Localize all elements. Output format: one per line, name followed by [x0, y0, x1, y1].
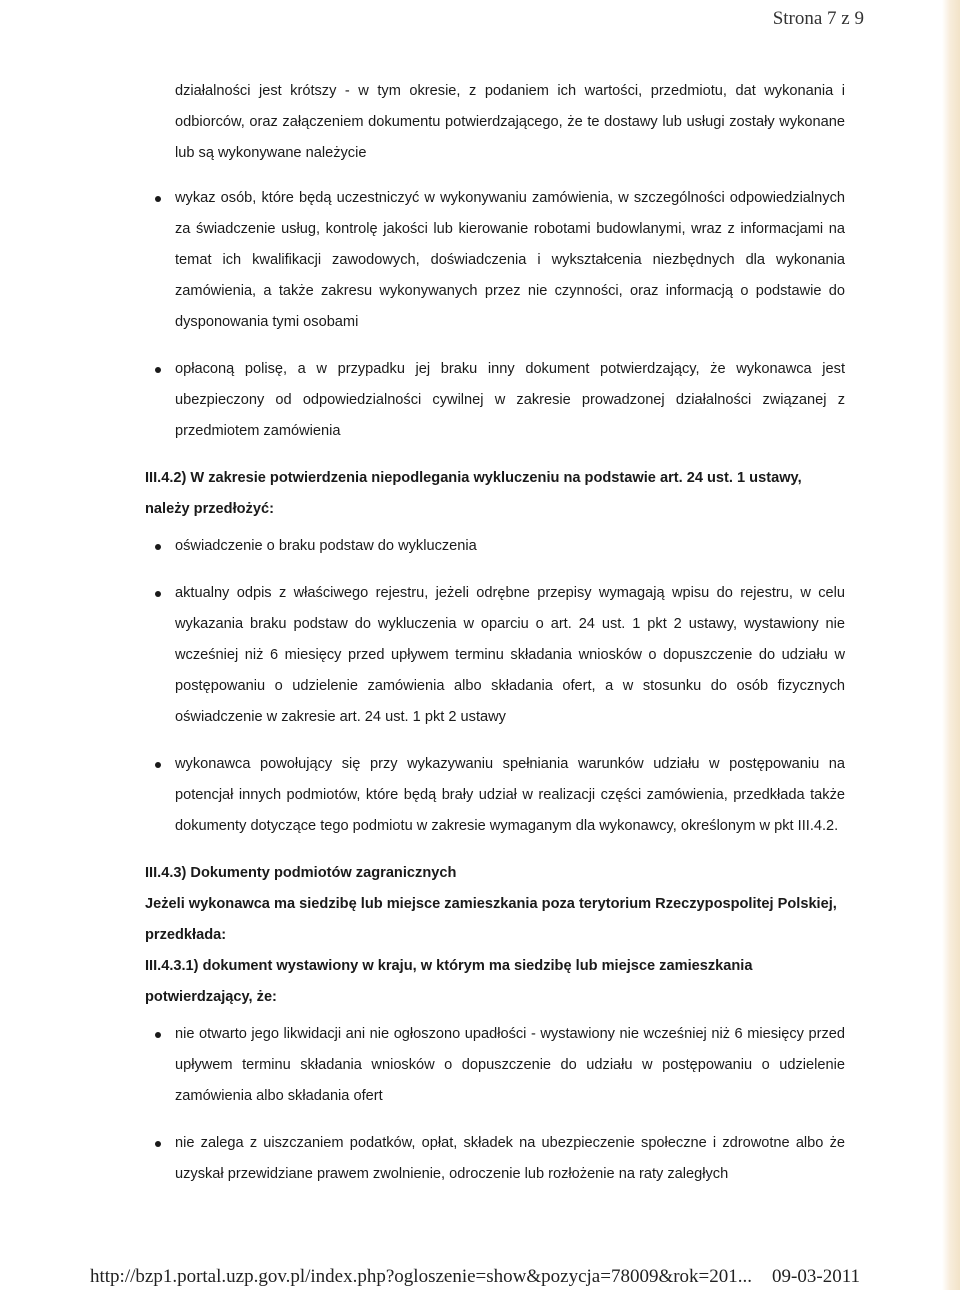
- bullet-icon: [155, 367, 161, 373]
- bullet-icon: [155, 762, 161, 768]
- list-item: nie otwarto jego likwidacji ani nie ogłoszono upadłości - wystawiony nie wcześniej niż 6 miesięcy przed upływem terminu składania wniosków o dopuszczenie do udziału w postępowaniu o udzielenie zamówienia albo składania ofert: [145, 1019, 845, 1112]
- print-footer: [90, 1266, 860, 1288]
- bullet-icon: [155, 591, 161, 597]
- scan-edge-shading: [942, 0, 960, 1290]
- page-number: Strona 7 z 9: [772, 8, 864, 29]
- continuation-paragraph: działalności jest krótszy - w tym okresie, z podaniem ich wartości, przedmiotu, dat wykonania i odbiorców, oraz załączeniem dokumentu potwierdzającego, że te dostawy lub usługi zostały wykonane lub są wykonywane należycie: [175, 83, 845, 161]
- document-body: [145, 76, 845, 1206]
- footer-date: 09-03-2011: [772, 1266, 860, 1287]
- section-subheading: Jeżeli wykonawca ma siedzibę lub miejsce zamieszkania poza terytorium Rzeczypospolitej Polskiej, przedkłada:: [145, 896, 837, 943]
- bullet-icon: [155, 196, 161, 202]
- exclusion-documents-list: [145, 531, 845, 842]
- documents-list: [145, 183, 845, 447]
- list-item: wykaz osób, które będą uczestniczyć w wykonywaniu zamówienia, w szczególności odpowiedzialnych za świadczenie usług, kontrolę jakości lub kierowanie robotami budowlanymi, wraz z informacjami na temat ich kwalifikacji zawodowych, doświadczenia i wykształcenia niezbędnych dla wykonania zamówienia, a także zakresu wykonywanych przez nie czynności, oraz informacją o podstawie do dysponowania tymi osobami: [145, 183, 845, 338]
- section-heading-iii-4-3-1: III.4.3.1) dokument wystawiony w kraju, w którym ma siedzibę lub miejsce zamieszkania potwierdzający, że:: [145, 958, 753, 1005]
- list-item: wykonawca powołujący się przy wykazywaniu spełniania warunków udziału w postępowaniu na potencjał innych podmiotów, które będą brały udział w realizacji części zamówienia, przedkłada także dokumenty dotyczące tego podmiotu w zakresie wymaganym dla wykonawcy, określonym w pkt III.4.2.: [145, 749, 845, 842]
- bullet-icon: [155, 544, 161, 550]
- list-item: oświadczenie o braku podstaw do wykluczenia: [145, 531, 845, 562]
- footer-url: http://bzp1.portal.uzp.gov.pl/index.php?ogloszenie=show&pozycja=78009&rok=201...: [90, 1266, 753, 1287]
- bullet-icon: [155, 1141, 161, 1147]
- bullet-icon: [155, 1032, 161, 1038]
- list-item: aktualny odpis z właściwego rejestru, jeżeli odrębne przepisy wymagają wpisu do rejestru, w celu wykazania braku podstaw do wykluczenia w oparciu o art. 24 ust. 1 pkt 2 ustawy, wystawiony nie wcześniej niż 6 miesięcy przed upływem terminu składania wniosków o dopuszczenie do udziału w postępowaniu o udzielenie zamówienia albo składania ofert, a w stosunku do osób fizycznych oświadczenie w zakresie art. 24 ust. 1 pkt 2 ustawy: [145, 578, 845, 733]
- list-item: opłaconą polisę, a w przypadku jej braku inny dokument potwierdzający, że wykonawca jest ubezpieczony od odpowiedzialności cywilnej w zakresie prowadzonej działalności związanej z przedmiotem zamówienia: [145, 354, 845, 447]
- section-heading-iii-4-2: III.4.2) W zakresie potwierdzenia niepodlegania wykluczeniu na podstawie art. 24 ust. 1 ustawy, należy przedłożyć:: [145, 470, 802, 517]
- list-item: nie zalega z uiszczaniem podatków, opłat, składek na ubezpieczenie społeczne i zdrowotne albo że uzyskał przewidziane prawem zwolnienie, odroczenie lub rozłożenie na raty zaległych: [145, 1128, 845, 1190]
- section-heading-iii-4-3: III.4.3) Dokumenty podmiotów zagranicznych: [145, 865, 457, 881]
- foreign-documents-list: [145, 1019, 845, 1190]
